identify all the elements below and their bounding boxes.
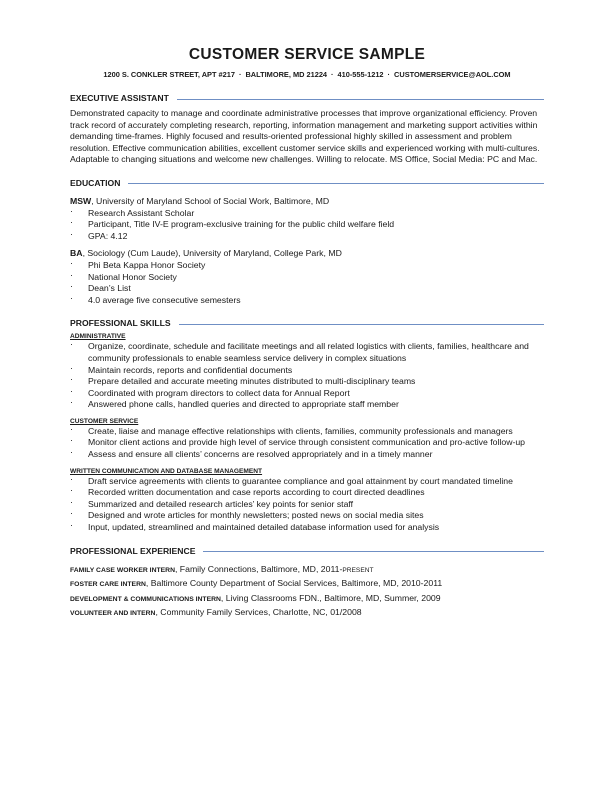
job-present: PRESENT: [342, 566, 374, 574]
section-rule: [177, 99, 544, 100]
city: BALTIMORE, MD 21224: [245, 70, 328, 79]
degree-line: [70, 196, 544, 208]
skill-bullets: [70, 341, 544, 411]
experience-line: [70, 563, 544, 578]
degree-bullets: [70, 260, 544, 306]
email: CUSTOMERSERVICE@AOL.COM: [394, 70, 511, 79]
job-details: , Community Family Services, Charlotte, NC, 01/2008: [155, 607, 362, 618]
degree-line: [70, 248, 544, 260]
list-item: · Assess and ensure all clients’ concerns are resolved appropriately and in a timely manner: [70, 449, 544, 461]
list-item: · Draft service agreements with clients to guarantee compliance and goal attainment by court mandated timeline: [70, 476, 544, 488]
experience-line: [70, 592, 544, 607]
skill-bullets: [70, 476, 544, 534]
skill-group-heading: CUSTOMER SERVICE: [70, 417, 139, 425]
list-item: · Participant, Title IV-E program-exclusive training for the public child welfare field: [70, 219, 544, 231]
list-item: · GPA: 4.12: [70, 231, 544, 243]
separator: ·: [387, 70, 391, 79]
list-item: · Summarized and detailed research articles’ key points for senior staff: [70, 499, 544, 511]
section-header-skills: [70, 318, 544, 328]
degree-bullets: [70, 208, 544, 243]
job-details: , Baltimore County Department of Social Services, Baltimore, MD, 2010-2011: [145, 578, 443, 589]
address: 1200 S. CONKLER STREET, APT #217: [103, 70, 235, 79]
degree-details: , University of Maryland School of Social Work, Baltimore, MD: [91, 195, 330, 206]
list-item: · Designed and wrote articles for monthly newsletters; posted news on social media sites: [70, 510, 544, 522]
separator: ·: [331, 70, 334, 79]
summary-paragraph: Demonstrated capacity to manage and coordinate administrative processes that improve organizational efficiency. Proven track record of accurately completing research, reporting, information management and marketing support activities within demanding time-frames. Highly focused and results-oriented professional highly skilled in assessment and problem resolution. Effective communication abilities, excellent customer service skills and experienced working with multi-cultures. Adaptable to changing situations and welcome new challenges. Willing to relocate. MS Office, Social Media: PC and Mac.: [70, 108, 540, 165]
section-header-experience: [70, 546, 544, 556]
skill-group-heading: WRITTEN COMMUNICATION AND DATABASE MANAGEMENT: [70, 467, 263, 475]
list-item: · Dean’s List: [70, 283, 544, 295]
section-header-objective: [70, 93, 544, 103]
list-item: · Maintain records, reports and confidential documents: [70, 365, 544, 377]
job-role: FOSTER CARE INTERN: [70, 581, 146, 589]
section-title: EXECUTIVE ASSISTANT: [70, 93, 169, 103]
job-details: , Family Connections, Baltimore, MD, 2011-: [174, 563, 343, 574]
contact-line: [70, 70, 544, 79]
section-rule: [203, 551, 544, 552]
job-details: , Living Classrooms FDN., Baltimore, MD, Summer, 2009: [220, 592, 441, 603]
section-title: PROFESSIONAL EXPERIENCE: [70, 545, 196, 556]
section-header-education: [70, 178, 544, 188]
skill-group-heading: ADMINISTRATIVE: [70, 333, 126, 341]
section-title: PROFESSIONAL SKILLS: [70, 318, 171, 329]
list-item: · Prepare detailed and accurate meeting minutes distributed to multi-disciplinary teams: [70, 376, 544, 388]
list-item: · Create, liaise and manage effective relationships with clients, families, community professionals and managers: [70, 426, 544, 438]
skill-bullets: [70, 426, 544, 461]
list-item: · Input, updated, streamlined and maintained detailed database information used for analysis: [70, 522, 544, 534]
job-role: FAMILY CASE WORKER INTERN: [70, 566, 175, 574]
list-item: · Phi Beta Kappa Honor Society: [70, 260, 544, 272]
degree-details: , Sociology (Cum Laude), University of Maryland, College Park, MD: [82, 248, 342, 259]
degree-name: MSW: [70, 195, 92, 206]
list-item: · 4.0 average five consecutive semesters: [70, 295, 544, 307]
list-item: · Monitor client actions and provide high level of service through consistent communication and pro-active follow-up: [70, 437, 544, 449]
job-role: VOLUNTEER AND INTERN: [70, 610, 156, 618]
phone: 410-555-1212: [337, 70, 384, 79]
list-item: · Coordinated with program directors to collect data for Annual Report: [70, 388, 544, 400]
job-role: DEVELOPMENT & COMMUNICATIONS INTERN: [70, 595, 221, 603]
list-item: · Answered phone calls, handled queries and directed to appropriate staff member: [70, 399, 544, 411]
experience-line: [70, 577, 544, 592]
separator: ·: [238, 70, 242, 79]
experience-line: [70, 606, 544, 621]
section-title: EDUCATION: [70, 177, 121, 188]
degree-name: BA: [70, 248, 83, 259]
list-item: · National Honor Society: [70, 272, 544, 284]
list-item: · Organize, coordinate, schedule and facilitate meetings and all related logistics with clients, families, healthcare and community professionals to enable seamless service delivery in complex situations: [70, 341, 544, 364]
section-rule: [179, 324, 544, 325]
section-rule: [128, 183, 544, 184]
list-item: · Research Assistant Scholar: [70, 208, 544, 220]
list-item: · Recorded written documentation and case reports according to court directed deadlines: [70, 487, 544, 499]
resume-name: CUSTOMER SERVICE SAMPLE: [188, 46, 426, 63]
